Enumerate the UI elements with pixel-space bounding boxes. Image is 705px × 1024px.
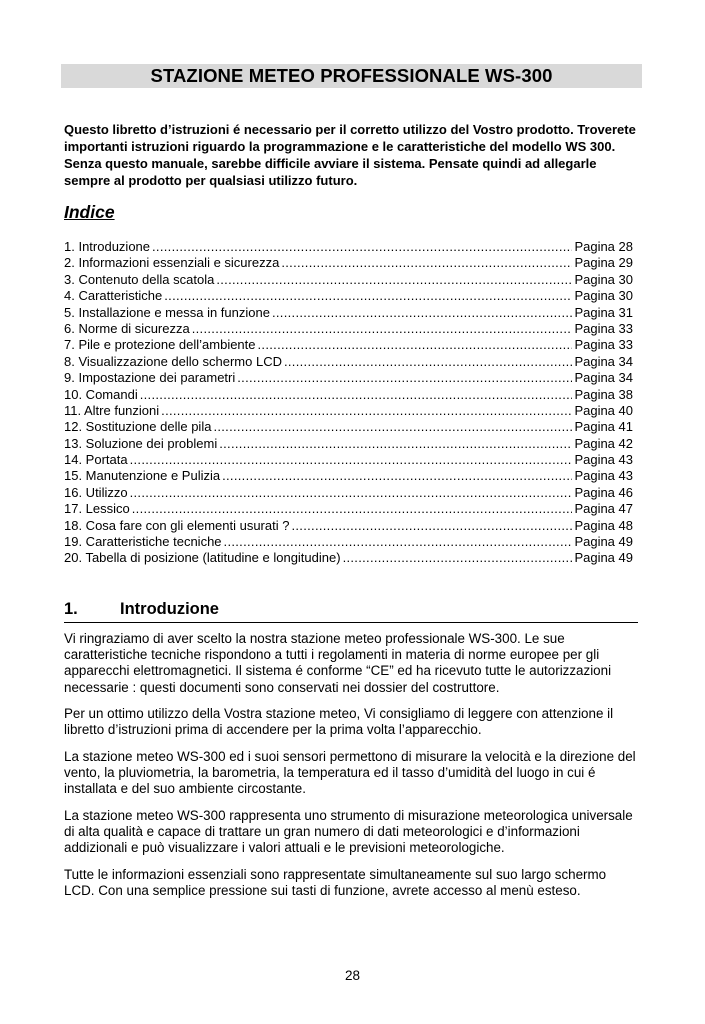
toc-item-page: Pagina 30 xyxy=(574,288,633,304)
toc-item-page: Pagina 47 xyxy=(574,501,633,517)
toc-leader-dots xyxy=(164,288,572,304)
toc-leader-dots xyxy=(140,387,573,403)
toc-item-label: 10. Comandi xyxy=(64,386,138,402)
toc-item-label: 2. Informazioni essenziali e sicurezza xyxy=(64,255,280,271)
toc-leader-dots xyxy=(152,239,572,255)
toc-item-page: Pagina 48 xyxy=(574,517,633,533)
toc-item-page: Pagina 33 xyxy=(574,320,633,336)
table-of-contents xyxy=(64,239,633,567)
toc-item-label: 19. Caratteristiche tecniche xyxy=(64,534,222,550)
toc-item xyxy=(64,337,633,353)
toc-leader-dots xyxy=(130,485,573,501)
body-paragraph: La stazione meteo WS-300 ed i suoi sensori permettono di misurare la velocità e la direzione del vento, la pluviometria, la barometria, la temperatura ed il tasso d’umidità del luogo in cui é installata e del suo ambiente circostante. xyxy=(64,749,636,797)
section-title: Introduzione xyxy=(120,600,219,618)
toc-leader-dots xyxy=(161,403,572,419)
toc-leader-dots xyxy=(219,436,572,452)
toc-leader-dots xyxy=(272,305,572,321)
toc-item-page: Pagina 33 xyxy=(574,337,633,353)
toc-leader-dots xyxy=(258,337,573,353)
toc-item-label: 7. Pile e protezione dell’ambiente xyxy=(64,337,256,353)
toc-item-page: Pagina 34 xyxy=(574,353,633,369)
page-number: 28 xyxy=(344,968,361,983)
toc-item-page: Pagina 41 xyxy=(574,419,633,435)
toc-item-label: 13. Soluzione dei problemi xyxy=(64,435,218,451)
toc-leader-dots xyxy=(291,518,572,534)
toc-item-page: Pagina 46 xyxy=(574,484,633,500)
toc-item-label: 16. Utilizzo xyxy=(64,484,128,500)
toc-item xyxy=(64,403,633,419)
toc-leader-dots xyxy=(213,419,572,435)
section-number: 1. xyxy=(64,600,78,618)
toc-item xyxy=(64,550,633,566)
body-paragraph: Per un ottimo utilizzo della Vostra stazione meteo, Vi consigliamo di leggere con attenzione il libretto d’istruzioni prima di accendere per la prima volta l’apparecchio. xyxy=(64,706,614,738)
toc-item-label: 6. Norme di sicurezza xyxy=(64,320,190,336)
toc-item-label: 11. Altre funzioni xyxy=(64,402,160,418)
toc-item xyxy=(64,534,633,550)
toc-item-page: Pagina 30 xyxy=(574,271,633,287)
toc-item-page: Pagina 28 xyxy=(574,239,633,254)
toc-item-label: 5. Installazione e messa in funzione xyxy=(64,304,270,320)
toc-item-label: 17. Lessico xyxy=(64,501,130,517)
toc-item-label: 1. Introduzione xyxy=(64,239,151,254)
toc-leader-dots xyxy=(281,255,572,271)
toc-item-page: Pagina 49 xyxy=(574,550,633,566)
toc-item-label: 4. Caratteristiche xyxy=(64,288,163,304)
toc-item-label: 20. Tabella di posizione (latitudine e longitudine) xyxy=(64,550,341,566)
toc-item-label: 8. Visualizzazione dello schermo LCD xyxy=(64,353,282,369)
toc-item-label: 3. Contenuto della scatola xyxy=(64,271,215,287)
toc-heading: Indice xyxy=(64,202,115,222)
toc-item-page: Pagina 40 xyxy=(574,402,633,418)
page-title: STAZIONE METEO PROFESSIONALE WS-300 xyxy=(61,64,642,88)
toc-item xyxy=(64,239,633,255)
toc-leader-dots xyxy=(132,501,573,517)
toc-item-page: Pagina 38 xyxy=(574,386,633,402)
toc-item xyxy=(64,485,633,501)
body-paragraph: Tutte le informazioni essenziali sono rappresentate simultaneamente sul suo largo schermo LCD. Con una semplice pressione sui tasti di funzione, avrete accesso al menù esteso. xyxy=(64,867,607,899)
toc-item-page: Pagina 43 xyxy=(574,468,633,484)
toc-item-page: Pagina 29 xyxy=(574,255,633,271)
intro-notice: Questo libretto d’istruzioni é necessario per il corretto utilizzo del Vostro prodotto. Troverete importanti istruzioni riguardo la programmazione e le caratteristiche del modello WS 300. Senza questo manuale, sarebbe difficile avviare il sistema. Pensate quindi ad allegarle sempre al prodotto per qualsiasi utilizzo futuro. xyxy=(64,122,636,188)
toc-item xyxy=(64,419,633,435)
toc-item xyxy=(64,370,633,386)
toc-leader-dots xyxy=(224,534,573,550)
toc-leader-dots xyxy=(284,354,572,370)
body-paragraph: Vi ringraziamo di aver scelto la nostra stazione meteo professionale WS-300. Le sue caratteristiche tecniche rispondono a tutti i regolamenti in materia di norme europee per gli apparecchi elettromagnetici. Il sistema é conforme “CE” ed ha ricevuto tutte le autorizzazioni necessarie : questi documenti sono conservati nei dossier del costruttore. xyxy=(64,631,612,695)
toc-item-page: Pagina 34 xyxy=(574,370,633,386)
toc-item-label: 18. Cosa fare con gli elementi usurati ? xyxy=(64,517,290,533)
toc-item-page: Pagina 49 xyxy=(574,534,633,550)
toc-item-label: 9. Impostazione dei parametri xyxy=(64,370,236,386)
section-heading xyxy=(64,600,638,623)
toc-leader-dots xyxy=(222,468,572,484)
toc-item xyxy=(64,518,633,534)
toc-item-label: 15. Manutenzione e Pulizia xyxy=(64,468,221,484)
toc-item xyxy=(64,436,633,452)
toc-item-label: 12. Sostituzione delle pila xyxy=(64,419,212,435)
toc-leader-dots xyxy=(343,550,573,566)
toc-item xyxy=(64,321,633,337)
toc-item-label: 14. Portata xyxy=(64,452,128,468)
toc-item xyxy=(64,452,633,468)
toc-leader-dots xyxy=(237,370,572,386)
toc-item xyxy=(64,272,633,288)
toc-item xyxy=(64,255,633,271)
toc-leader-dots xyxy=(130,452,573,468)
toc-item-page: Pagina 43 xyxy=(574,452,633,468)
toc-item xyxy=(64,501,633,517)
toc-item xyxy=(64,468,633,484)
toc-item xyxy=(64,305,633,321)
toc-item xyxy=(64,387,633,403)
toc-leader-dots xyxy=(192,321,573,337)
toc-leader-dots xyxy=(216,272,572,288)
toc-item xyxy=(64,354,633,370)
toc-item-page: Pagina 31 xyxy=(574,304,633,320)
toc-item xyxy=(64,288,633,304)
toc-item-page: Pagina 42 xyxy=(574,435,633,451)
body-paragraph: La stazione meteo WS-300 rappresenta uno strumento di misurazione meteorologica universale di alta qualità e capace di trattare un gran numero di dati meteorologici e d’informazioni addizionali e può visualizzare i valori attuali e le previsioni meteorologiche. xyxy=(64,808,633,856)
